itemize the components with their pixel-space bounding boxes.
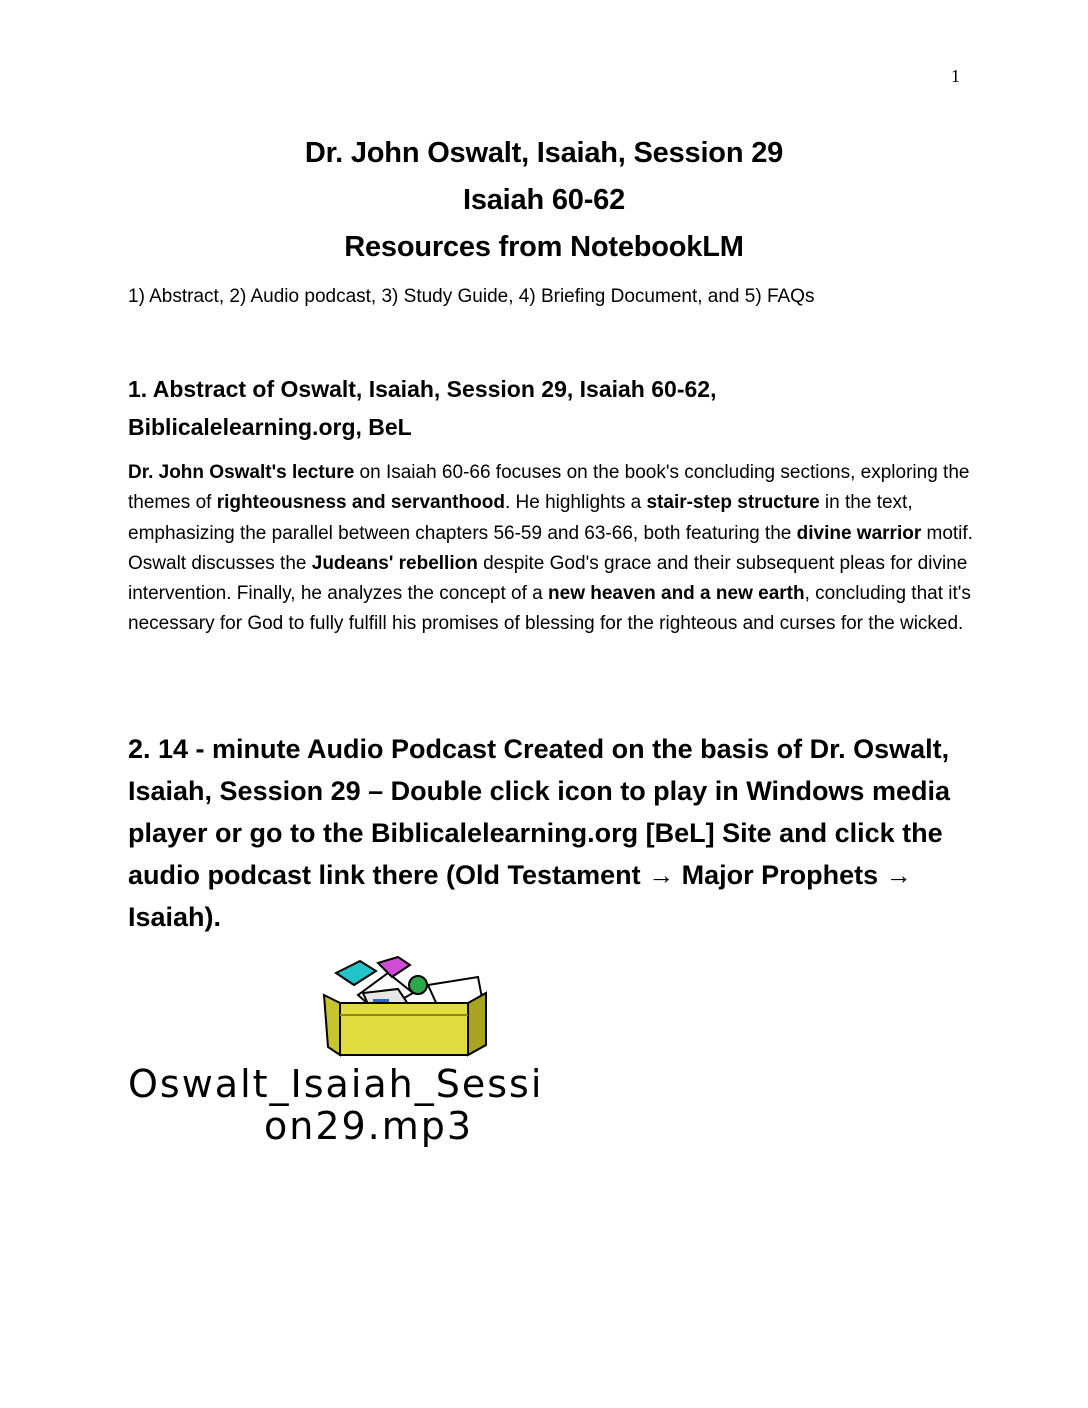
abstract-emphasis: stair-step structure xyxy=(646,492,820,514)
abstract-emphasis: Judeans' rebellion xyxy=(311,552,478,574)
title-line-1: Dr. John Oswalt, Isaiah, Session 29 xyxy=(304,137,784,169)
attachment-filename[interactable] xyxy=(128,1063,688,1147)
filename-line-1: Oswalt_Isaiah_Sessi xyxy=(128,1062,544,1106)
abstract-text: motif. Oswalt discusses the xyxy=(128,522,973,574)
filename-line-2: on29.mp3 xyxy=(264,1104,474,1148)
arrow-right-icon: → xyxy=(885,860,912,890)
abstract-text: . He highlights a xyxy=(504,492,647,514)
audio-attachment[interactable] xyxy=(128,955,688,1155)
arrow-right-icon: → xyxy=(648,860,675,890)
abstract-text: in the text, emphasizing the parallel between chapters 56-59 and 63-66, both featuring the xyxy=(128,492,913,544)
section2-heading-text: 2. 14 - minute Audio Podcast Created on the basis of Dr. Oswalt, Isaiah, Session 29 – Double click icon to play in Windows media player or go to the Biblicalelearning.org [BeL] Site and click the audio podcast link there (Old Testament xyxy=(128,734,950,890)
section2-heading-text-2: Major Prophets xyxy=(674,860,886,890)
abstract-emphasis: divine warrior xyxy=(796,522,922,544)
abstract-emphasis: new heaven and a new earth xyxy=(548,583,805,605)
abstract-text: despite God's grace and their subsequent pleas for divine intervention. Finally, he analyzes the concept of a xyxy=(128,552,968,605)
section1-heading: 1. Abstract of Oswalt, Isaiah, Session 29, Isaiah 60-62, Biblicalelearning.org, BeL xyxy=(128,376,717,440)
page-number: 1 xyxy=(951,66,960,86)
abstract-paragraph xyxy=(128,458,973,640)
abstract-text: , concluding that it's necessary for God to fully fulfill his promises of blessing for the righteous and curses for the wicked. xyxy=(128,583,971,635)
abstract-emphasis: righteousness and servanthood xyxy=(216,492,505,514)
package-icon[interactable] xyxy=(318,955,493,1060)
abstract-emphasis: Dr. John Oswalt's lecture xyxy=(128,462,355,483)
title-line-3: Resources from NotebookLM xyxy=(344,231,744,263)
section2-heading xyxy=(128,728,978,938)
title-line-2: Isaiah 60-62 xyxy=(462,184,626,216)
abstract-text: on Isaiah 60-66 focuses on the book's concluding sections, exploring the themes of xyxy=(128,462,970,514)
resources-list: 1) Abstract, 2) Audio podcast, 3) Study Guide, 4) Briefing Document, and 5) FAQs xyxy=(128,286,815,307)
section2-heading-text-3: Isaiah). xyxy=(128,902,222,932)
document-title xyxy=(0,130,1088,271)
